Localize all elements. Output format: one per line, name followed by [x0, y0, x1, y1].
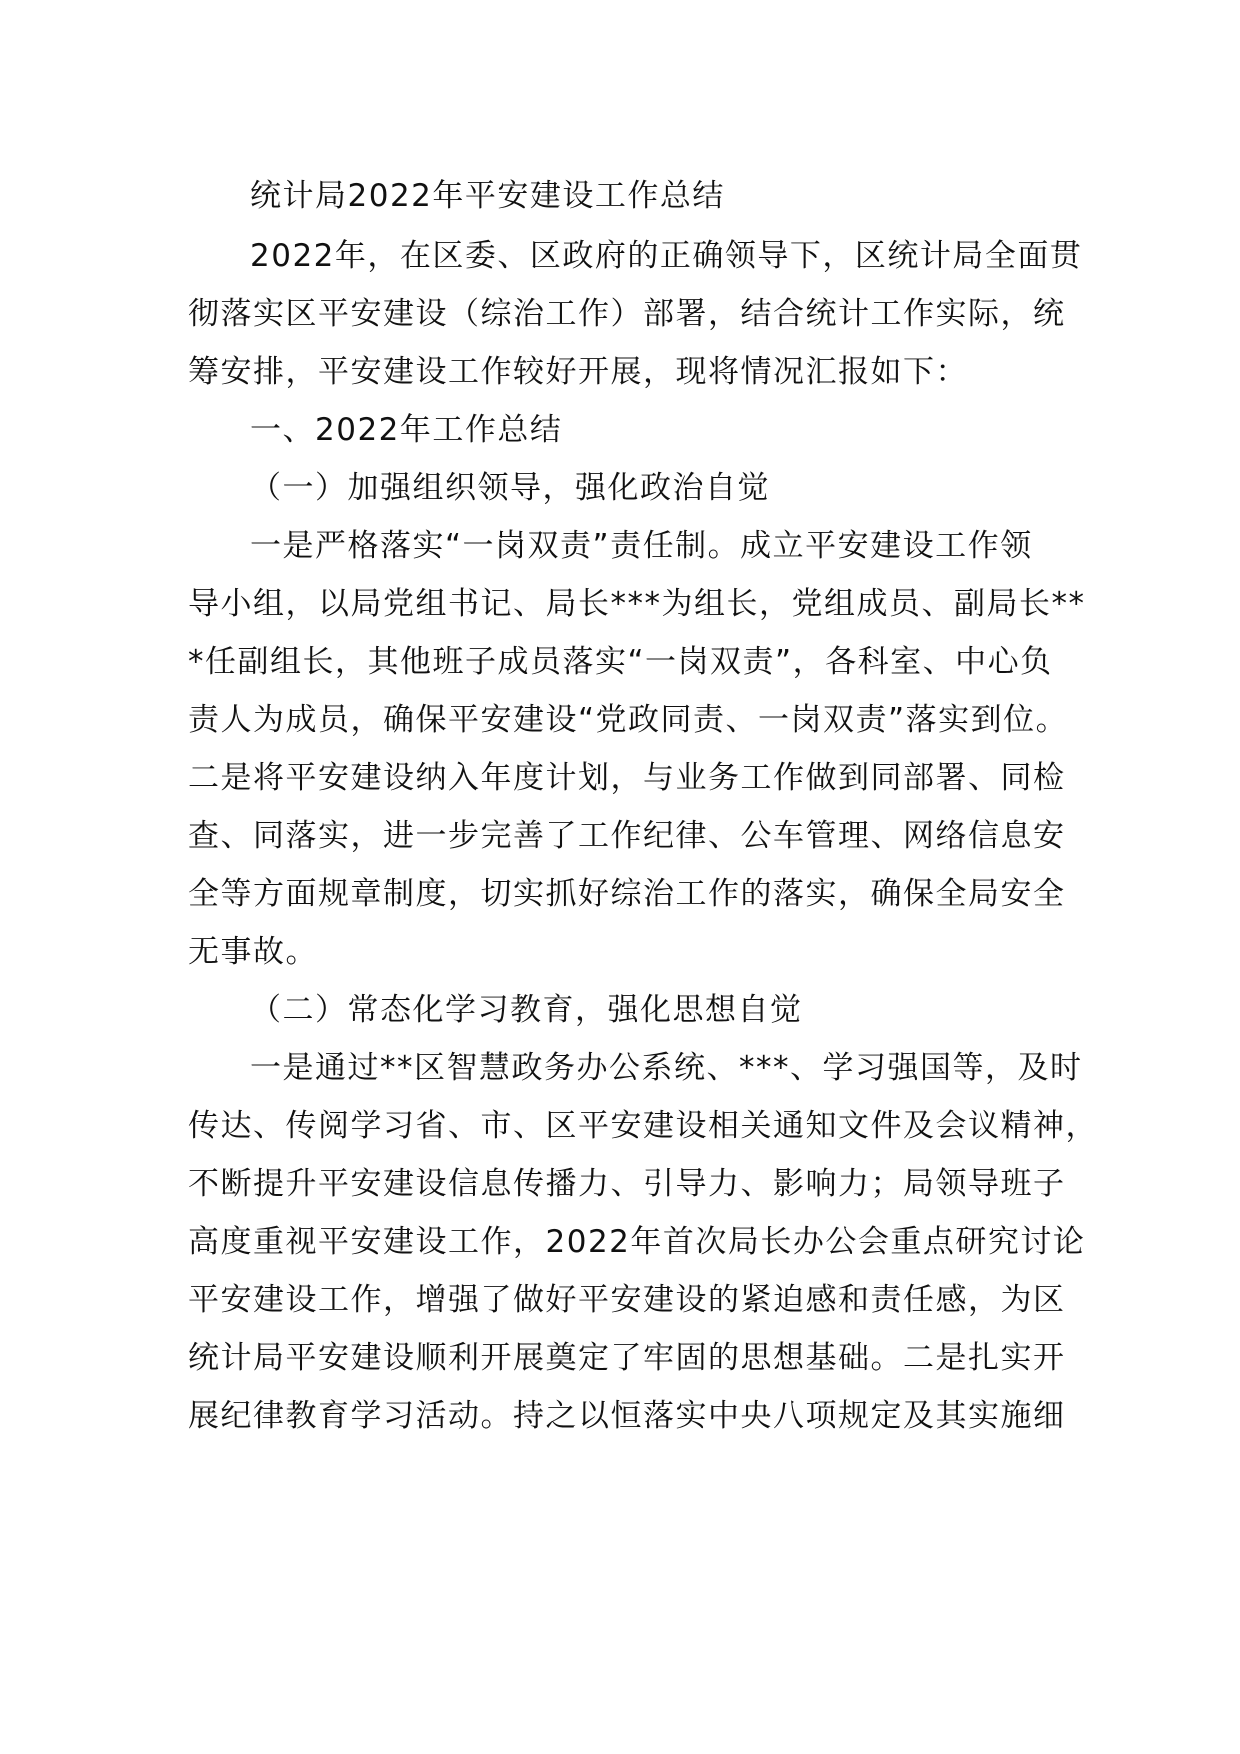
paragraph-line: 一是严格落实“一岗双责”责任制。成立平安建设工作领 — [250, 528, 1033, 564]
paragraph-line: 高度重视平安建设工作，2022年首次局长办公会重点研究讨论 — [188, 1224, 1086, 1260]
paragraph-line: 平安建设工作，增强了做好平安建设的紧迫感和责任感，为区 — [188, 1282, 1066, 1318]
document-title: 统计局2022年平安建设工作总结 — [250, 178, 725, 214]
paragraph-line: 传达、传阅学习省、市、区平安建设相关通知文件及会议精神， — [188, 1108, 1098, 1144]
paragraph-line: 筹安排，平安建设工作较好开展，现将情况汇报如下： — [188, 354, 968, 390]
paragraph-line: 展纪律教育学习活动。持之以恒落实中央八项规定及其实施细 — [188, 1398, 1066, 1434]
paragraph-line: *任副组长，其他班子成员落实“一岗双责”，各科室、中心负 — [188, 644, 1053, 680]
paragraph-line: 无事故。 — [188, 934, 318, 970]
paragraph-line: 导小组，以局党组书记、局长***为组长，党组成员、副局长** — [188, 586, 1086, 622]
subsection-heading: （二）常态化学习教育，强化思想自觉 — [250, 992, 803, 1028]
paragraph-line: 责人为成员，确保平安建设“党政同责、一岗双责”落实到位。 — [188, 702, 1069, 738]
paragraph-line: 统计局平安建设顺利开展奠定了牢固的思想基础。二是扎实开 — [188, 1340, 1066, 1376]
section-heading: 一、2022年工作总结 — [250, 412, 563, 448]
subsection-heading: （一）加强组织领导，强化政治自觉 — [250, 470, 770, 506]
paragraph-line: 全等方面规章制度，切实抓好综治工作的落实，确保全局安全 — [188, 876, 1066, 912]
paragraph-line: 不断提升平安建设信息传播力、引导力、影响力；局领导班子 — [188, 1166, 1066, 1202]
paragraph-line: 二是将平安建设纳入年度计划，与业务工作做到同部署、同检 — [188, 760, 1066, 796]
paragraph-line: 彻落实区平安建设（综治工作）部署，结合统计工作实际，统 — [188, 296, 1066, 332]
paragraph-line: 2022年，在区委、区政府的正确领导下，区统计局全面贯 — [250, 238, 1083, 274]
paragraph-line: 查、同落实，进一步完善了工作纪律、公车管理、网络信息安 — [188, 818, 1066, 854]
paragraph-line: 一是通过**区智慧政务办公系统、***、学习强国等，及时 — [250, 1050, 1083, 1086]
